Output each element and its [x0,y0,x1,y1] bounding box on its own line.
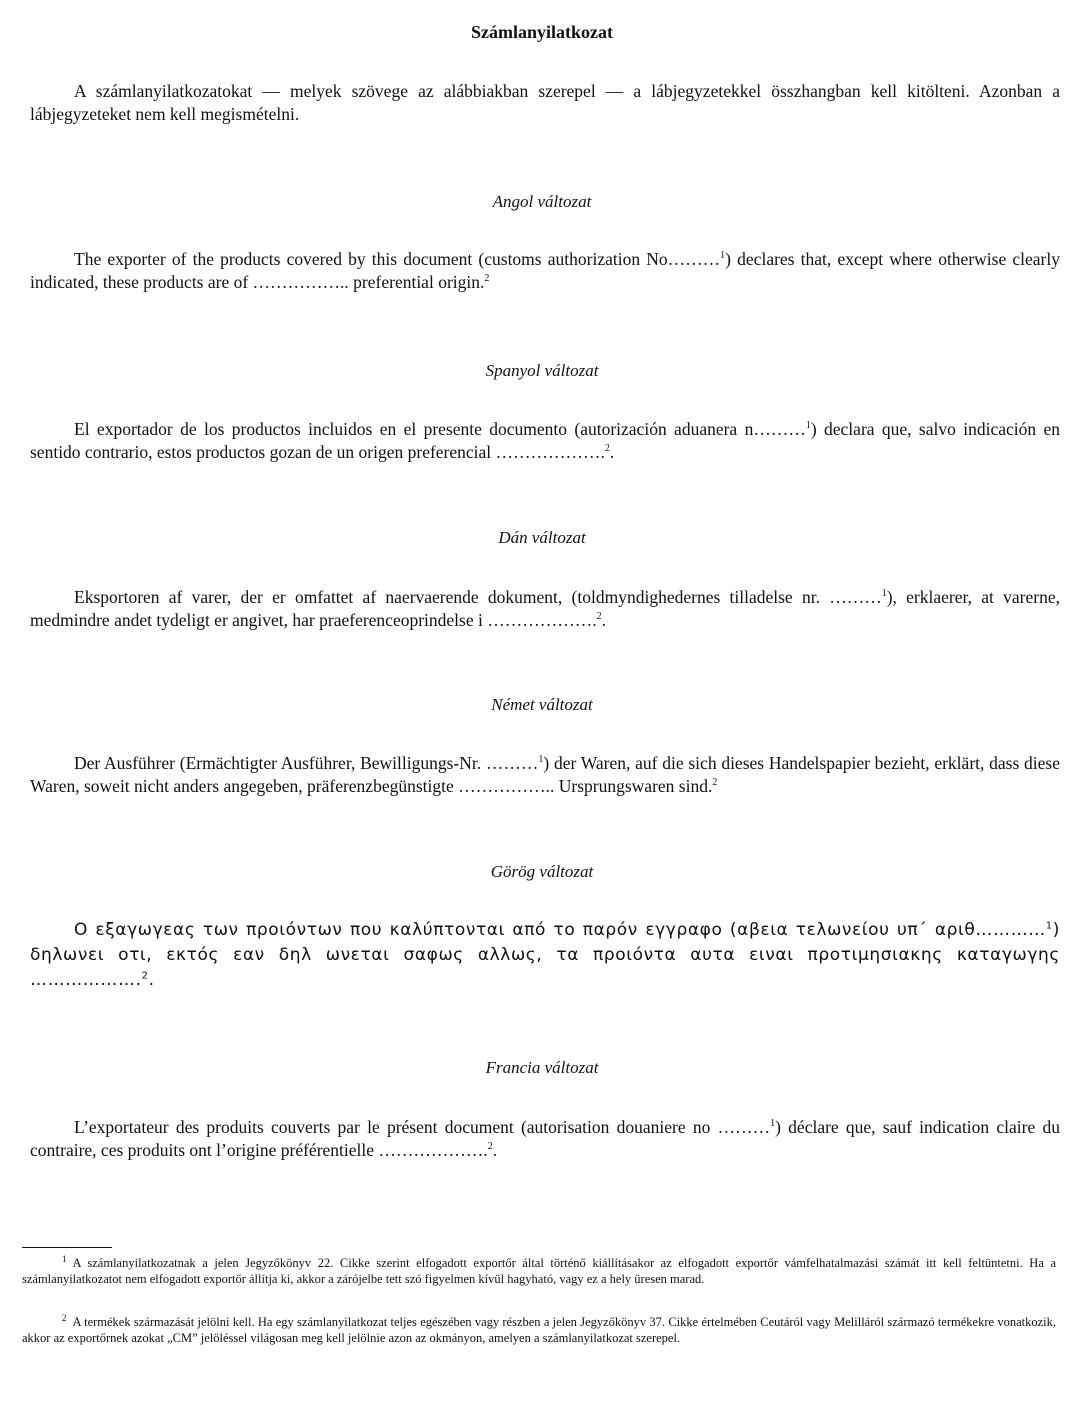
footnote-ref-2: 2 [487,1141,493,1153]
footnote-ref-1: 1 [720,250,726,262]
document-title: Számlanyilatkozat [471,22,613,42]
declaration-text-part1: El exportador de los productos incluidos en el presente documento (autorización aduanera n……… [74,419,806,439]
declaration-text-part2: ), erklaerer, at varerne, medmindre andet tydeligt er angivet, har praeferenceoprindelse i ………………. [30,587,1060,630]
version-text-greek [30,918,1060,993]
version-heading-danish: Dán változat [498,528,586,547]
version-text-danish [30,586,1060,632]
declaration-text-part2: ) δηλωνει οτι, εκτός εαν δηλ ωνεται σαφως αλλως, τα προιόντα αυτα ειναι προτιμησιακης καταγωγης ………………. [30,920,1060,990]
footnote-divider [22,1247,112,1248]
footnote-ref-2: 2 [596,611,602,623]
declaration-text-part3: . [492,1140,498,1160]
footnote-2 [22,1314,1056,1346]
footnote-ref-1: 1 [770,1118,776,1130]
version-heading-french: Francia változat [485,1058,599,1077]
version-heading-spanish: Spanyol változat [485,361,599,380]
footnote-ref-2: 2 [604,443,610,455]
declaration-text-part3: . [148,970,155,990]
footnote-ref-2: 2 [484,273,490,285]
footnote-ref-2: 2 [712,777,718,789]
declaration-text-part1: L’exportateur des produits couverts par le présent document (autorisation douaniere no ……… [74,1117,771,1137]
version-text-english [30,248,1060,294]
footnote-text: A termékek származását jelölni kell. Ha egy számlanyilatkozat teljes egészében vagy részben a jelen Jegyzőkönyv 37. Cikke értelmében Ceutáról vagy Melilláról származó termékekre vonatkozik, akkor az exportőrnek azokat „CM” jelöléssel világosan meg kell jelölnie azon az okmányon, amelyen a számlanyilatkozat szerepel. [22,1315,1056,1345]
declaration-text-part1: The exporter of the products covered by this document (customs authorization No……… [74,249,721,269]
footnote-ref-1: 1 [881,588,887,600]
footnote-ref-1: 1 [805,420,811,432]
declaration-text-part2: ) declara que, salvo indicación en sentido contrario, estos productos gozan de un origen preferencial ………………. [30,419,1060,462]
declaration-text-part1: Eksportoren af varer, der er omfattet af naervaerende dokument, (toldmyndighedernes tilladelse nr. ……… [74,587,882,607]
declaration-text-part2: ) déclare que, sauf indication claire du contraire, ces produits ont l’origine préférentielle ………………. [30,1117,1060,1160]
footnote-text: A számlanyilatkozatnak a jelen Jegyzőkönyv 22. Cikke szerint elfogadott exportőr által történő kiállításakor az elfogadott exportőr vámfelhatalmazási számát itt kell feltüntetni. Ha a számlanyilatkozatot nem elfogadott exportőr állítja ki, akkor a zárójelbe tett szó figyelmen kívül hagyható, vagy ez a hely üresen marad. [22,1256,1056,1286]
version-heading-greek: Görög változat [490,862,594,881]
declaration-text-part2: ) declares that, except where otherwise clearly indicated, these products are of …………….. preferential origin. [30,249,1060,292]
declaration-text-part3: . [609,442,615,462]
footnote-number: 2 [62,1312,67,1323]
declaration-text-part2: ) der Waren, auf die sich dieses Handelspapier bezieht, erklärt, dass diese Waren, soweit nicht anders angegeben, präferenzbegünstigte …………….. Ursprungswaren sind. [30,753,1060,796]
version-text-german [30,752,1060,798]
footnote-number: 1 [62,1253,67,1264]
declaration-text-part1: Ο εξαγωγεας των προιόντων που καλύπτονται από το παρόν εγγραφο (αβεια τελωνείου υπ΄ αριθ………… [74,920,1046,940]
footnote-ref-2: 2 [141,970,149,982]
version-text-spanish [30,418,1060,464]
declaration-text-part1: Der Ausführer (Ermächtigter Ausführer, Bewilligungs-Nr. ……… [74,753,539,773]
version-heading-english: Angol változat [492,192,592,211]
footnote-ref-1: 1 [538,754,544,766]
declaration-text-part3: . [601,610,606,630]
intro-paragraph: A számlanyilatkozatokat — melyek szövege az alábbiakban szerepel — a lábjegyzetekkel összhangban kell kitölteni. Azonban a lábjegyzeteket nem kell megismételni. [30,81,1060,124]
version-text-french [30,1116,1060,1162]
version-heading-german: Német változat [491,695,593,714]
footnote-1 [22,1255,1056,1287]
footnote-ref-1: 1 [1045,920,1053,932]
